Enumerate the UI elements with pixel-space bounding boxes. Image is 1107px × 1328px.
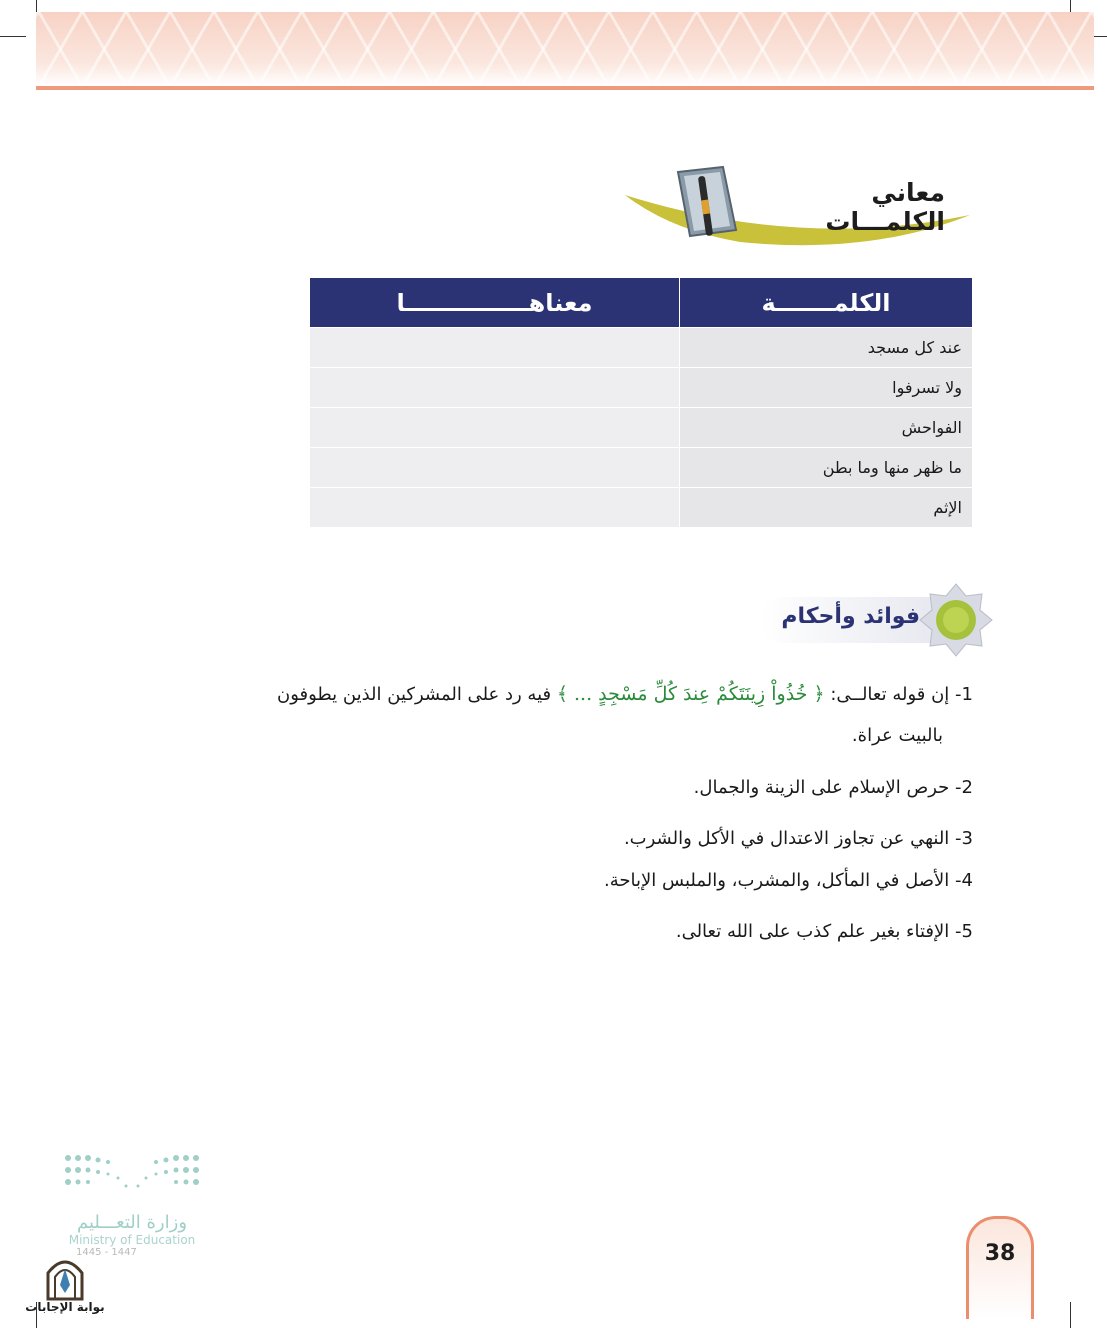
item-number: 2- — [955, 777, 973, 798]
banner-divider — [36, 86, 1094, 90]
meaning-cell — [310, 408, 680, 448]
list-item — [676, 918, 973, 946]
table-row — [310, 448, 973, 488]
word-cell: الفواحش — [680, 408, 973, 448]
column-header-meaning: معناهـــــــــــــــا — [310, 278, 680, 328]
list-item — [624, 825, 973, 853]
item-number: 5- — [955, 921, 973, 942]
word-cell: ولا تسرفوا — [680, 368, 973, 408]
item-text: الإفتاء بغير علم كذب على الله تعالى. — [675, 921, 950, 942]
meaning-cell — [310, 328, 680, 368]
column-header-word: الكلمـــــــة — [680, 278, 973, 328]
item-number: 3- — [955, 828, 973, 849]
word-cell: الإثم — [680, 488, 973, 528]
item-number: 1- — [955, 684, 973, 705]
meaning-cell — [310, 448, 680, 488]
list-item — [604, 867, 973, 895]
ministry-name-ar: وزارة التعـــليم — [76, 1212, 188, 1233]
list-item-continuation: بالبيت عراة. — [851, 725, 943, 746]
table-row — [310, 368, 973, 408]
item-text: فيه رد على المشركين الذين يطوفون — [276, 684, 552, 705]
section-title-meanings: معاني الكلمـــات — [825, 178, 945, 236]
ministry-name-en: Ministry of Education — [68, 1233, 196, 1247]
table-row — [310, 488, 973, 528]
quran-verse: ﴿ خُذُواْ زِينَتَكُمْ عِندَ كُلِّ مَسْجِدٍ ... ﴾ — [556, 683, 825, 705]
item-text: النهي عن تجاوز الاعتدال في الأكل والشرب. — [623, 828, 950, 849]
list-item — [694, 774, 973, 802]
watermark-text: بوابة الإجابات — [25, 1300, 105, 1314]
word-cell: ما ظهر منها وما بطن — [680, 448, 973, 488]
watermark-logo-icon — [44, 1255, 86, 1301]
crop-mark — [1070, 1302, 1071, 1328]
ministry-years: 1445 - 1447 — [76, 1247, 137, 1258]
ministry-logo — [62, 1152, 202, 1258]
word-cell: عند كل مسجد — [680, 328, 973, 368]
page-number: 38 — [984, 1241, 1016, 1266]
list-item — [277, 680, 973, 709]
meaning-cell — [310, 488, 680, 528]
table-row — [310, 328, 973, 368]
star-badge-icon — [918, 582, 994, 658]
page-number-tab — [966, 1216, 1034, 1319]
scroll-pen-icon — [668, 162, 748, 242]
item-text: حرص الإسلام على الزينة والجمال. — [693, 777, 950, 798]
item-text: الأصل في المأكل، والمشرب، والملبس الإباحة. — [604, 870, 950, 891]
meaning-cell — [310, 368, 680, 408]
decorative-banner — [36, 12, 1094, 86]
ministry-dots-icon — [62, 1152, 202, 1202]
item-text: إن قوله تعالــى: — [830, 684, 950, 705]
section-title-benefits: فوائد وأحكام — [781, 604, 920, 629]
crop-mark — [0, 36, 26, 37]
vocabulary-table — [309, 277, 973, 519]
item-number: 4- — [955, 870, 973, 891]
table-row — [310, 408, 973, 448]
